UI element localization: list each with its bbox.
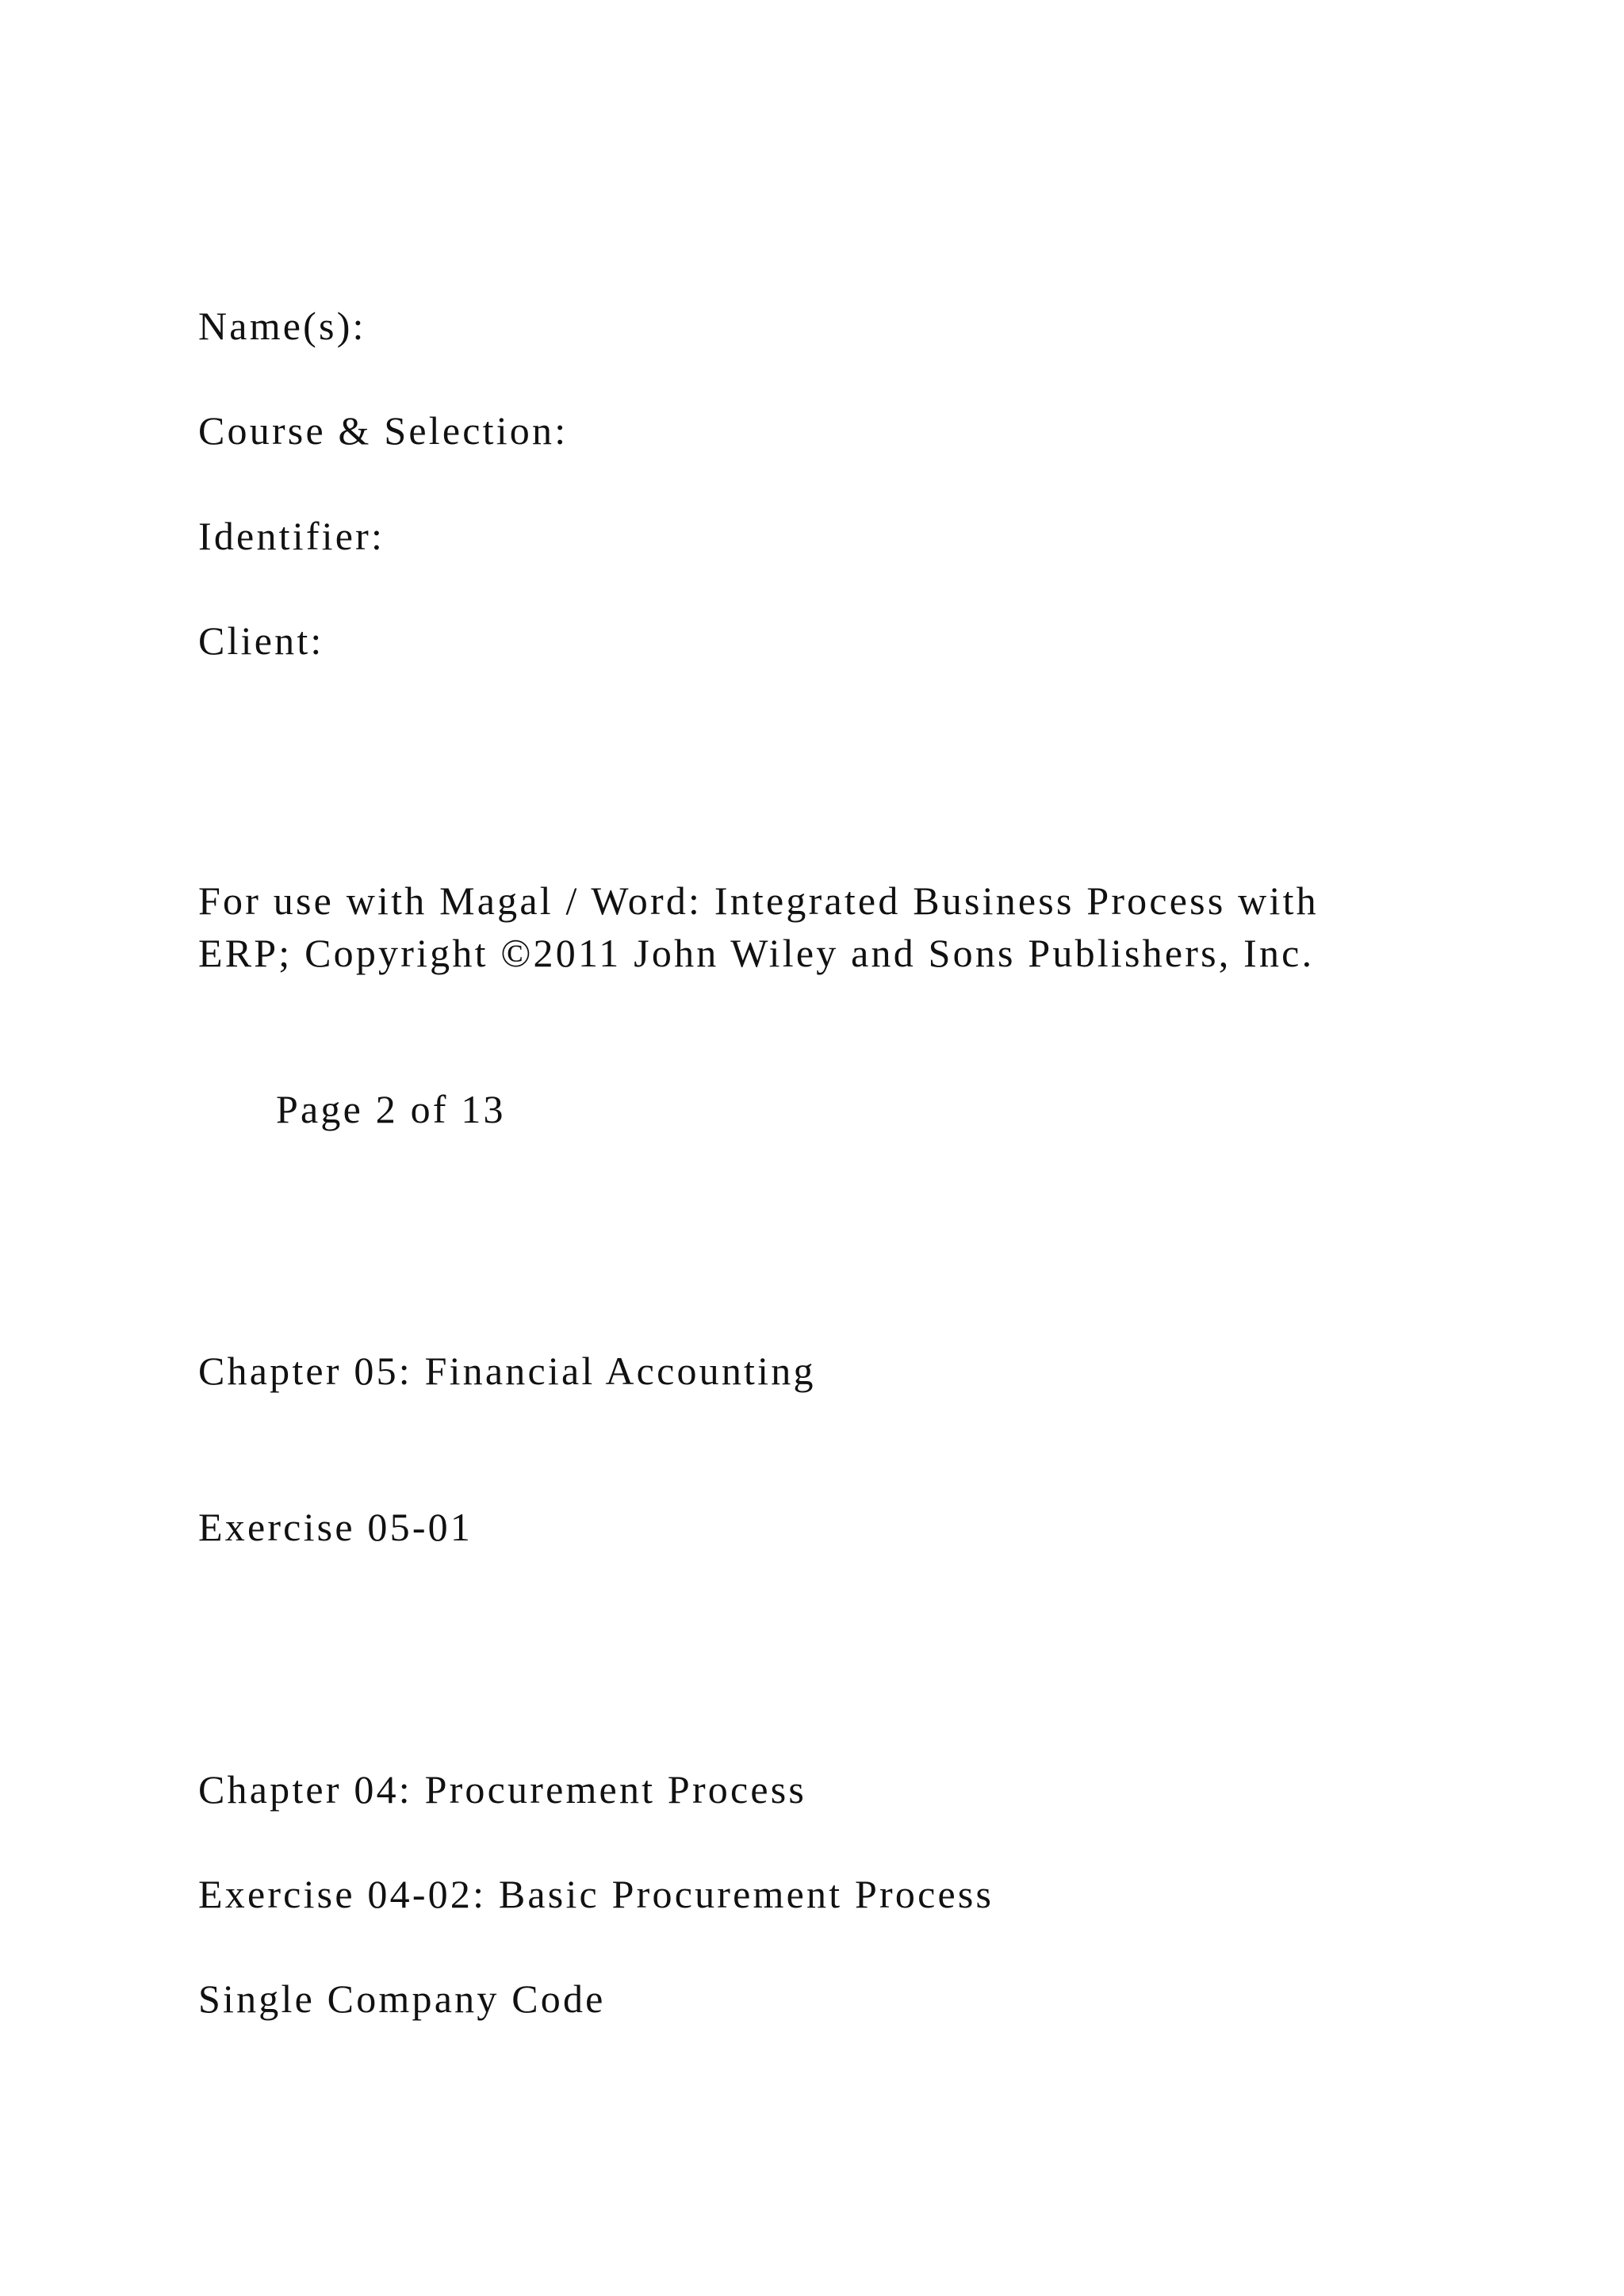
chapter-04-heading: Chapter 04: Procurement Process xyxy=(198,1767,807,1812)
single-company-code-subtitle: Single Company Code xyxy=(198,1976,606,2021)
copyright-line-1: For use with Magal / Word: Integrated Business Process with xyxy=(198,878,1319,923)
names-label: Name(s): xyxy=(198,304,366,348)
exercise-04-02-heading: Exercise 04-02: Basic Procurement Process xyxy=(198,1872,994,1916)
exercise-05-01-heading: Exercise 05-01 xyxy=(198,1505,473,1549)
client-label: Client: xyxy=(198,618,324,663)
copyright-line-2: ERP; Copyright ©2011 John Wiley and Sons Publishers, Inc. xyxy=(198,931,1315,975)
course-selection-label: Course & Selection: xyxy=(198,408,569,453)
page-number: Page 2 of 13 xyxy=(276,1087,506,1131)
identifier-label: Identifier: xyxy=(198,514,385,558)
chapter-05-heading: Chapter 05: Financial Accounting xyxy=(198,1349,816,1393)
